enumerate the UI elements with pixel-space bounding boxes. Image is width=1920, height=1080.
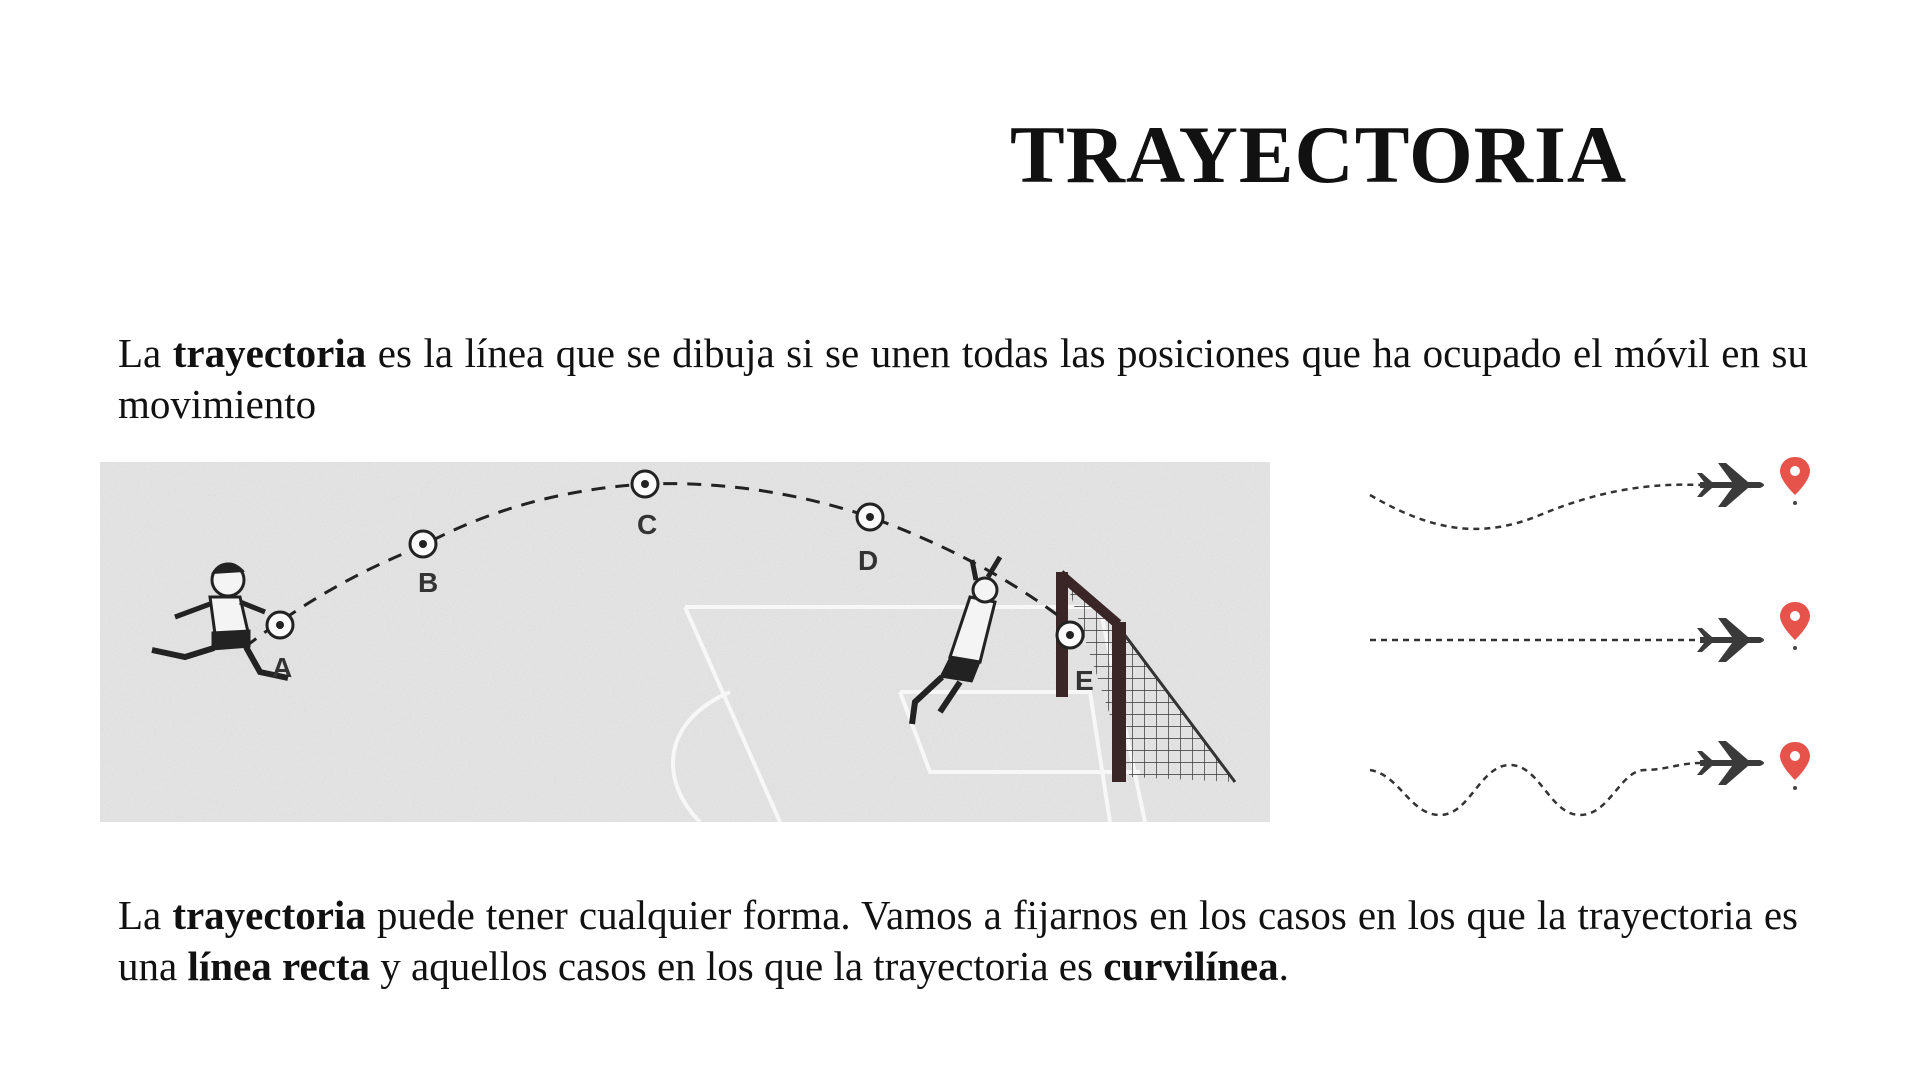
airplane-paths-illustration [1320, 445, 1820, 845]
term-curvilinea: curvilínea [1103, 943, 1279, 989]
airplane-icon [1697, 618, 1764, 662]
slide-title: TRAYECTORIA [1010, 109, 1628, 200]
ball-A [267, 612, 293, 638]
wavy-path-row [1370, 741, 1810, 815]
ball-E [1057, 622, 1083, 648]
closing-text-2: puede tener cualquier forma. Vamos a fijarnos en los casos en los que la trayectoria es una [118, 892, 1798, 989]
airplane-icon [1697, 463, 1764, 507]
term-trayectoria: trayectoria [172, 330, 367, 376]
ball-label-A: A [272, 652, 293, 683]
closing-text-3: y aquellos casos en los que la trayectoria es [370, 943, 1104, 989]
wavy-dashed-path [1370, 763, 1700, 815]
definition-text-start: La [118, 330, 173, 376]
ball-label-B: B [418, 567, 439, 598]
ball-label-C: C [637, 509, 658, 540]
closing-paragraph [118, 890, 1798, 992]
airplane-icon [1697, 741, 1764, 785]
ball-label-E: E [1075, 665, 1094, 696]
ball-B [410, 531, 436, 557]
curved-dashed-path [1370, 485, 1700, 529]
location-pin-icon [1780, 602, 1810, 650]
ball-label-D: D [858, 545, 879, 576]
straight-path-row [1370, 602, 1810, 662]
closing-text-1: La [118, 892, 173, 938]
location-pin-icon [1780, 742, 1810, 790]
definition-text-rest: es la línea que se dibuja si se unen todas las posiciones que ha ocupado el móvil en su movimiento [118, 330, 1808, 427]
ball-C [632, 471, 658, 497]
closing-text-4: . [1278, 943, 1289, 989]
term-linea-recta: línea recta [187, 943, 370, 989]
ball-D [857, 504, 883, 530]
curved-path-row [1370, 457, 1810, 529]
definition-paragraph [118, 328, 1808, 430]
soccer-trajectory-illustration [100, 462, 1270, 822]
location-pin-icon [1780, 457, 1810, 505]
term-trayectoria-2: trayectoria [172, 892, 366, 938]
